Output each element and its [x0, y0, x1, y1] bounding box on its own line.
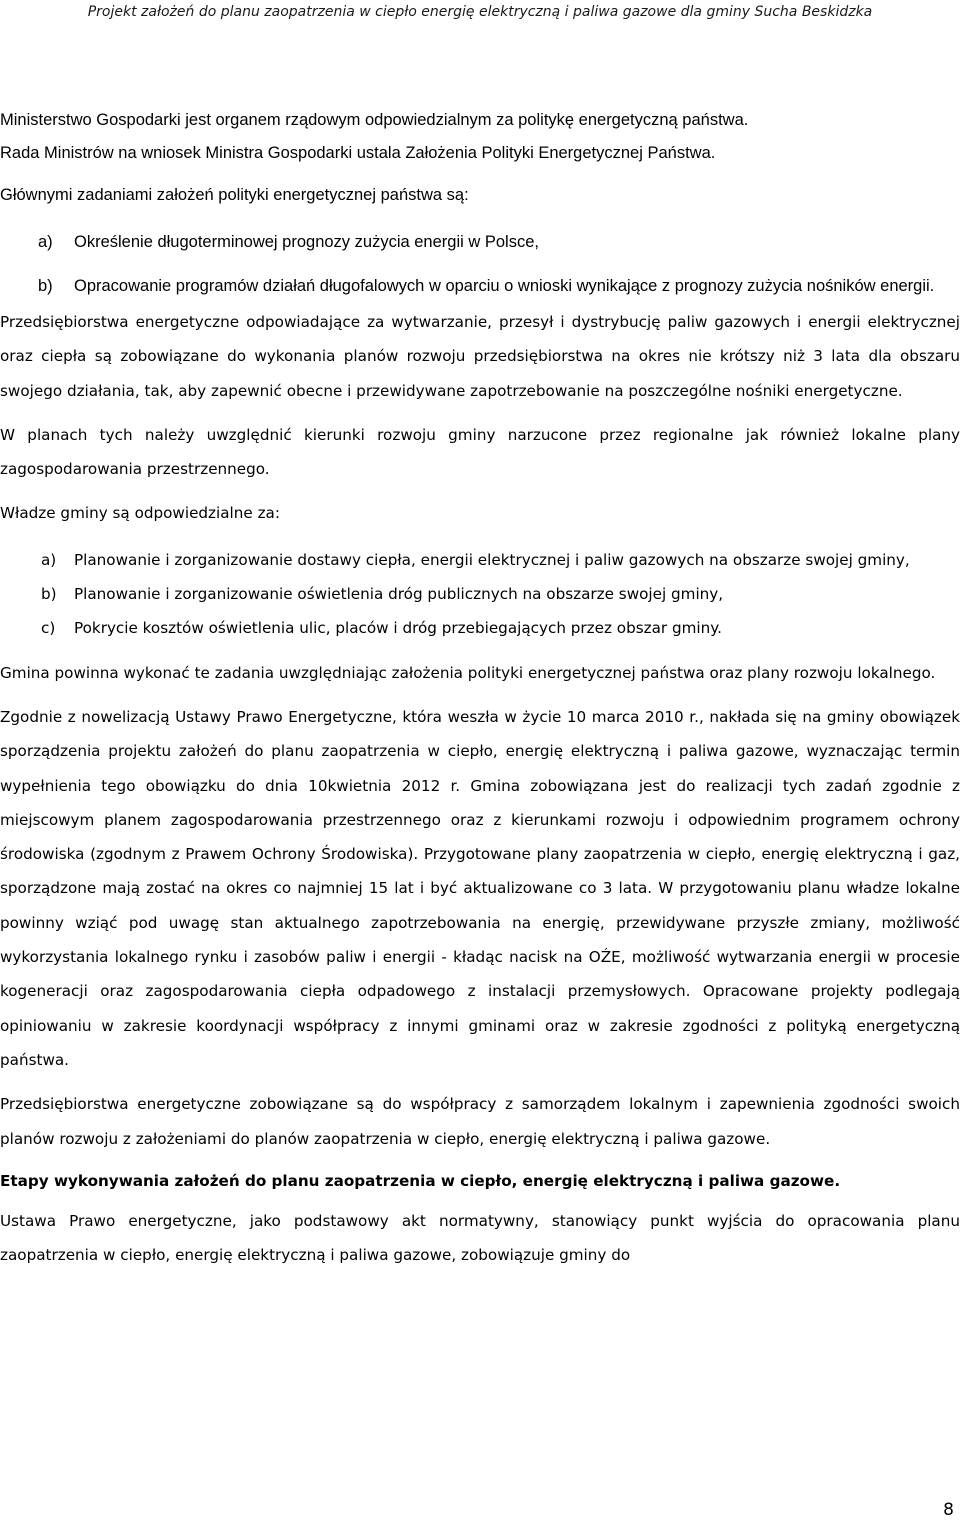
paragraph-ministry: Ministerstwo Gospodarki jest organem rządowym odpowiedzialnym za politykę energetyczną państwa.: [0, 111, 749, 129]
list-item: [0, 611, 960, 645]
list-item-text: Planowanie i zorganizowanie oświetlenia dróg publicznych na obszarze swojej gminy,: [74, 585, 724, 604]
page-number: 8: [943, 1500, 954, 1520]
paragraph-council: Rada Ministrów na wniosek Ministra Gospodarki ustala Założenia Polityki Energetycznej Państwa.: [0, 144, 716, 162]
paragraph-enterprises: Przedsiębiorstwa energetyczne odpowiadające za wytwarzanie, przesył i dystrybucję paliw gazowych i energii elektrycznej oraz ciepła są zobowiązane do wykonania planów rozwoju przedsiębiorstwa na okres nie krótszy niż 3 lata dla obszaru swojego działania, tak, aby zapewnić obecne i przewidywane zapotrzebowanie na poszczególne nośniki energetyczne.: [0, 313, 960, 400]
policy-tasks-list: [0, 226, 960, 301]
section-body: [0, 305, 960, 1273]
list-item-text: Planowanie i zorganizowanie dostawy ciepła, energii elektrycznej i paliw gazowych na obszarze swojej gminy,: [74, 550, 910, 569]
list-item: [0, 226, 960, 259]
paragraph-municipality-tasks: Gmina powinna wykonać te zadania uwzględniając założenia polityki energetycznej państwa oraz plany rozwoju lokalnego.: [0, 663, 936, 682]
list-item: [0, 271, 960, 301]
paragraph-cooperation: Przedsiębiorstwa energetyczne zobowiązane są do współpracy z samorządem lokalnym i zapewnienia zgodności swoich planów rozwoju z założeniami do planów zaopatrzenia w ciepło, energię elektryczną i paliwa gazowe.: [0, 1095, 960, 1148]
list-item: [0, 543, 960, 577]
authorities-duties-list: [0, 543, 960, 646]
paragraph-amendment: Zgodnie z nowelizacją Ustawy Prawo Energetyczne, która weszła w życie 10 marca 2010 r., nakłada się na gminy obowiązek sporządzenia projektu założeń do planu zaopatrzenia w ciepło, energię elektryczną i paliwa gazowe, wyznaczając termin wypełnienia tego obowiązku do dnia 10kwietnia 2012 r. Gmina zobowiązana jest do realizacji tych zadań zgodnie z miejscowym planem zagospodarowania przestrzennego oraz z kierunkami rozwoju i odpowiednim programem ochrony środowiska (zgodnym z Prawem Ochrony Środowiska). Przygotowane plany zaopatrzenia w ciepło, energię elektryczną i gaz, sporządzone mają zostać na okres co najmniej 15 lat i być aktualizowane co 3 lata. W przygotowaniu planu władze lokalne powinny wziąć pod uwagę stan aktualnego zapotrzebowania na energię, przewidywane przyszłe zmiany, możliwość wykorzystania lokalnego rynku i zasobów paliw i energii - kładąc nacisk na OŹE, możliwość wytwarzania energii w procesie kogeneracji oraz zagospodarowania ciepła odpadowego z instalacji przemysłowych. Opracowane projekty podlegają opiniowaniu w zakresie koordynacji współpracy z innymi gminami oraz w zakresie zgodności z polityką energetyczną państwa.: [0, 707, 960, 1069]
paragraph-plans: W planach tych należy uwzględnić kierunki rozwoju gminy narzucone przez regionalne jak również lokalne plany zagospodarowania przestrzennego.: [0, 425, 960, 479]
section-energy-policy: [0, 104, 960, 301]
list-marker: a): [41, 550, 57, 569]
list-item: [0, 577, 960, 611]
list-item-text: Określenie długoterminowej prognozy zużycia energii w Polsce,: [74, 233, 539, 251]
document-body: [0, 104, 960, 1273]
paragraph-energy-law: Ustawa Prawo energetyczne, jako podstawowy akt normatywny, stanowiący punkt wyjścia do opracowania planu zaopatrzenia w ciepło, energię elektryczną i paliwa gazowe, zobowiązuje gminy do: [0, 1212, 960, 1265]
paragraph-main-tasks: Głównymi zadaniami założeń polityki energetycznej państwa są:: [0, 186, 469, 204]
page-header: Projekt założeń do planu zaopatrzenia w ciepło energię elektryczną i paliwa gazowe dla gminy Sucha Beskidzka: [87, 4, 873, 20]
list-marker: b): [38, 277, 53, 295]
list-marker: b): [41, 585, 57, 604]
paragraph-authorities: Władze gminy są odpowiedzialne za:: [0, 504, 280, 523]
section-heading: Etapy wykonywania założeń do planu zaopatrzenia w ciepło, energię elektryczną i paliwa gazowe.: [0, 1171, 841, 1190]
list-marker: a): [38, 233, 53, 251]
list-item-text: Opracowanie programów działań długofalowych w oparciu o wnioski wynikające z prognozy zużycia nośników energii.: [74, 277, 935, 295]
list-marker: c): [41, 619, 56, 638]
list-item-text: Pokrycie kosztów oświetlenia ulic, placów i dróg przebiegających przez obszar gminy.: [74, 619, 722, 638]
